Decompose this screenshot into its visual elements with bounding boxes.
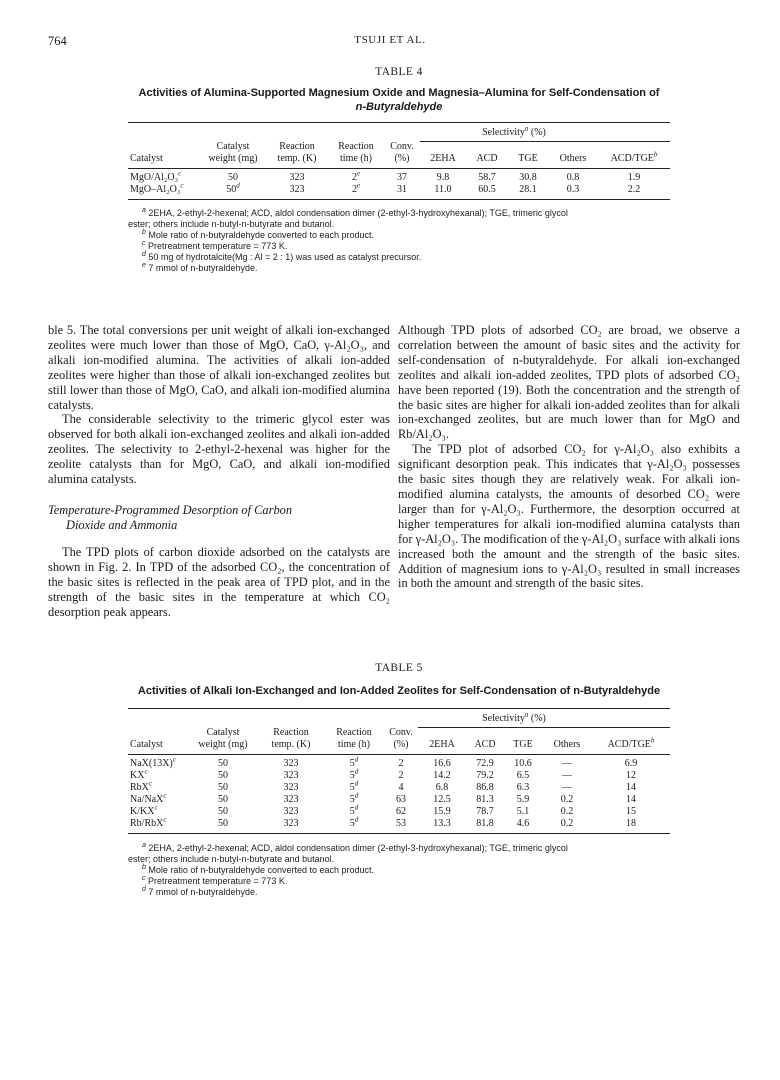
table-5-col-header: TGE [513, 739, 533, 750]
table-4-header-mid [128, 141, 670, 153]
table-5-col-header: Catalyst [130, 739, 163, 750]
page-number: 764 [48, 34, 67, 48]
table-5-col-header: Others [553, 739, 581, 750]
table-4-header-top [128, 127, 670, 142]
footnote-d: $^d$ 7 mmol of n-butyraldehyde. [142, 885, 258, 897]
table-5 [128, 662, 670, 898]
table-5-col-header: Reaction [273, 727, 309, 738]
table-4-col-header: Reaction [338, 141, 374, 152]
table-row: Rb/RbX$^c$ 50 323 5$^d$ 53 13.3 81.8 4.6 0.2 18 [130, 815, 636, 829]
table-4-col-header: Others [559, 153, 587, 164]
table-5-col-header: temp. (K) [271, 739, 311, 750]
table-5-col-header: Reaction [336, 727, 372, 738]
table-5-footnotes [128, 843, 670, 898]
table-4-col-header: 2EHA [430, 153, 456, 164]
table-4-col-header: weight (mg) [208, 153, 258, 164]
running-head [0, 34, 780, 50]
footnote-b: $^b$ Mole ratio of n-butyraldehyde converted to each product. [142, 228, 375, 240]
table-4-title-line1: Activities of Alumina-Supported Magnesium Oxide and Magnesia–Alumina for Self-Condensation of [138, 87, 660, 99]
table-4-header-bottom [128, 153, 670, 165]
table-4-col-header: temp. (K) [277, 153, 317, 164]
table-row: MgO/Al₂O₃$^c$ 50 323 2e 37 9.8 58.7 30.8 0.8 1.9 [130, 169, 641, 183]
table-5-title: Activities of Alkali Ion-Exchanged and Ion-Added Zeolites for Self-Condensation of n-Butyraldehyde [137, 685, 661, 697]
table-5-col-header: 2EHA [429, 739, 455, 750]
table-4-col-header: TGE [518, 153, 538, 164]
table-4 [128, 66, 670, 274]
table-5-selectivity-header: Selectivity$^a$ (%) [418, 713, 670, 728]
footnote-c: $^c$ Pretreatment temperature = 773 K. [142, 239, 288, 251]
table-5-col-header: (%) [393, 739, 409, 750]
footnote-a: $^a$ 2EHA, 2-ethyl-2-hexenal; ACD, aldol condensation dimer (2-ethyl-3-hydroxyhexanal); TGE, trimeric glycol [142, 206, 568, 218]
paragraph: The considerable selectivity to the trimeric glycol ester was observed for both alkali ion-exchanged zeolites and alkali ion-added zeolites. The selectivity to 2-ethyl-2-hexenal was higher for the zeolite catalysts than for MgO, CaO, and alkali ion-modified alumina catalysts. [48, 412, 390, 487]
paragraph: Although TPD plots of adsorbed CO₂ are broad, we observe a correlation between the amount of basic sites and the activity for self-condensation of n-butyraldehyde. For alkali ion-exchanged zeolites and alkali ion-added zeolites, TPD plots of adsorbed CO₂ have been reported (19). Both the concentration and the strength of the basic sites are higher for alkali ion-added zeolites than for alkali ion-exchanged zeolites, but are much lower than for MgO and Rb/Al₂O₃. [398, 323, 740, 442]
paragraph: ble 5. The total conversions per unit weight of alkali ion-exchanged zeolites were much lower than those of MgO, CaO, γ-Al₂O₃, and alkali ion-modified alumina. The activities of alkali ion-added zeolites were higher than those of alkali ion-exchanged zeolites but still lower than those of MgO, CaO, and alkali ion-modified alumina catalysts. [48, 323, 390, 412]
footnote-a-cont: ester; others include n-butyl-n-butyrate and butanol. [128, 853, 335, 864]
table-5-col-header: ACD [474, 739, 496, 750]
table-5-grid [128, 708, 670, 834]
table-4-col-header: Catalyst [130, 153, 163, 164]
table-row: NaX(13X)$^c$ 50 323 5$^d$ 2 16.6 72.9 10.6 — 6.9 [130, 755, 638, 769]
table-4-title [128, 86, 670, 114]
table-4-col-header: Reaction [279, 141, 315, 152]
paragraph: The TPD plot of adsorbed CO₂ for γ-Al₂O₃ also exhibits a significant desorption peak. This indicates that γ-Al₂O₃ possesses the basic sites though they are relatively weak. For alkali ion-modified alumina catalysts, the amounts of desorbed CO₂ were larger than for γ-Al₂O₃. Furthermore, the desorption occurred at higher temperatures for alkali ion-modified alumina catalysts than for γ-Al₂O₃. The modification of the γ-Al₂O₃ surface with alkali ions increased both the amount and the strength of the basic sites. Addition of magnesium ions to γ-Al₂O₃ resulted in small increases in both the amount and strength of the basic sites. [398, 442, 740, 591]
table-4-col-header: Conv. [390, 141, 414, 152]
table-4-col-header: ACD/TGE$^b$ [610, 150, 658, 164]
body-column-right [398, 323, 740, 591]
table-row: K/KX$^c$ 50 323 5$^d$ 62 15.9 78.7 5.1 0.2 15 [130, 803, 636, 817]
footnote-b: $^b$ Mole ratio of n-butyraldehyde converted to each product. [142, 863, 375, 875]
table-5-label: TABLE 5 [375, 662, 423, 674]
table-5-col-header: Conv. [389, 727, 413, 738]
running-head-authors: TSUJI ET AL. [354, 34, 426, 46]
table-5-col-header: ACD/TGE$^b$ [607, 736, 655, 750]
section-heading: Temperature-Programmed Desorption of Carbon Dioxide and Ammonia [48, 502, 293, 532]
table-row: KX$^c$ 50 323 5$^d$ 2 14.2 79.2 6.5 — 12 [130, 767, 636, 781]
table-row: Na/NaX$^c$ 50 323 5$^d$ 63 12.5 81.3 5.9 0.2 14 [130, 791, 636, 805]
footnote-a-cont: ester; others include n-butyl-n-butyrate and butanol. [128, 218, 335, 229]
table-5-col-header: time (h) [338, 739, 370, 750]
table-4-col-header: Catalyst [216, 141, 250, 152]
table-5-col-header: weight (mg) [198, 739, 248, 750]
footnote-e: $^e$ 7 mmol of n-butyraldehyde. [142, 261, 258, 273]
table-4-col-header: ACD [476, 153, 498, 164]
table-4-grid [128, 122, 670, 200]
table-4-footnotes [128, 208, 670, 274]
table-5-header-top [128, 713, 670, 728]
table-4-col-header: time (h) [340, 153, 372, 164]
table-row: RbX$^c$ 50 323 5$^d$ 4 6.8 86.8 6.3 — 14 [130, 779, 636, 793]
table-4-label: TABLE 4 [375, 66, 423, 78]
footnote-d: $^d$ 50 mg of hydrotalcite(Mg : Al = 2 : 1) was used as catalyst precursor. [142, 250, 422, 262]
table-5-header-mid [128, 727, 670, 739]
paragraph: The TPD plots of carbon dioxide adsorbed on the catalysts are shown in Fig. 2. In TPD of the adsorbed CO₂, the concentration of the basic sites is reflected in the peak area of TPD plot, and in the strength of the basic sites in the temperature at which CO₂ desorption peak appears. [48, 544, 390, 619]
body-column-left [48, 323, 390, 620]
table-5-header-bottom [128, 739, 670, 751]
table-4-title-line2: n-Butyraldehyde [355, 101, 443, 113]
table-row: MgO–Al₂O₃$^c$ 50$^d$ 323 2e 31 11.0 60.5 28.1 0.3 2.2 [130, 181, 641, 195]
footnote-c: $^c$ Pretreatment temperature = 773 K. [142, 874, 288, 886]
table-4-col-header: (%) [394, 153, 410, 164]
footnote-a: $^a$ 2EHA, 2-ethyl-2-hexenal; ACD, aldol condensation dimer (2-ethyl-3-hydroxyhexanal); TGE, trimeric glycol [142, 841, 568, 853]
table-5-col-header: Catalyst [206, 727, 240, 738]
table-4-selectivity-header: Selectivity$^a$ (%) [420, 127, 670, 142]
